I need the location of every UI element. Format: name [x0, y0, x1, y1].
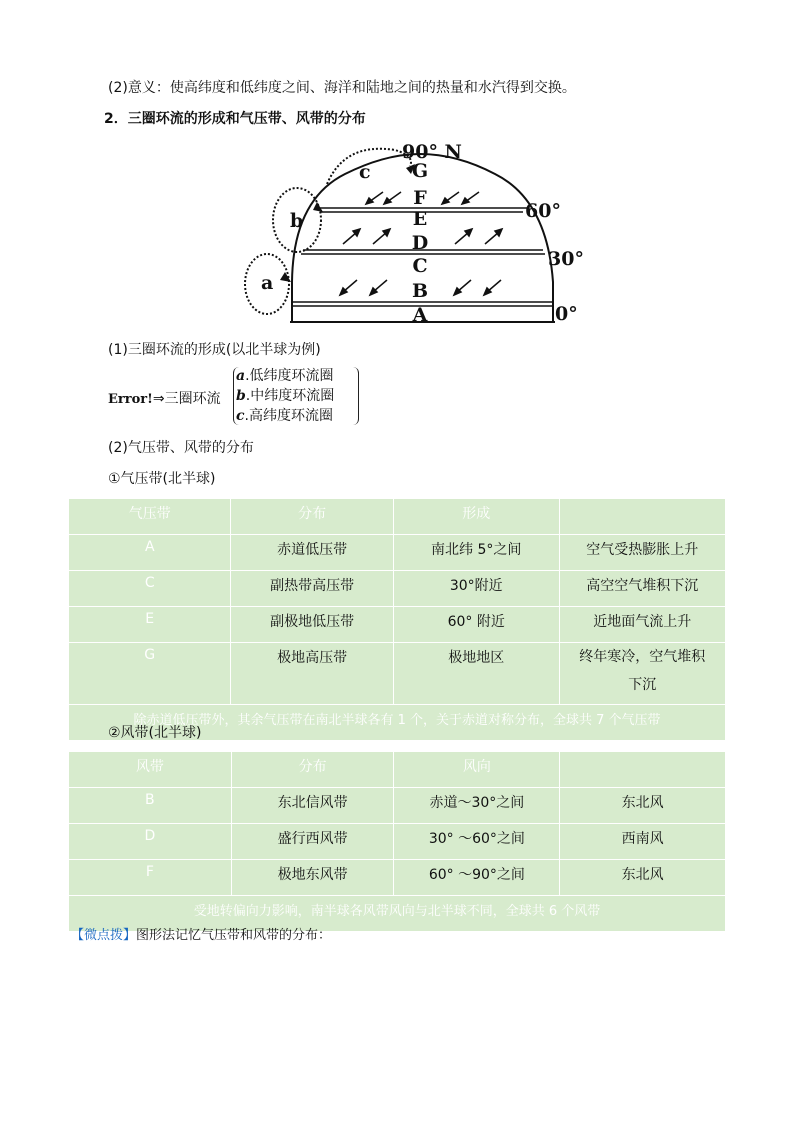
arrow-text: ⇒三圈环流 [152, 391, 221, 407]
formation-title: (1)三圈环流的形成(以北半球为例) [108, 342, 321, 358]
table-cell: 终年寒冷，空气堆积下沉 [559, 643, 725, 705]
table-cell: 60° 附近 [393, 607, 559, 643]
band-label-c: C [412, 255, 428, 277]
table-cell: 副极地低压带 [231, 607, 393, 643]
error-text: Error! [108, 392, 153, 407]
pressure-belt-table [68, 498, 726, 741]
table-cell: 东北信风带 [231, 788, 394, 824]
table-cell: 南北纬 5°之间 [393, 535, 559, 571]
row-key: A [69, 535, 231, 571]
circulation-text: .低纬度环流圈 [245, 368, 334, 384]
band-label-f: F [413, 187, 427, 209]
table-cell: 赤道低压带 [231, 535, 393, 571]
table-cell: 东北风 [560, 788, 726, 824]
formation-formula [108, 388, 221, 408]
band-label-e: E [412, 208, 428, 230]
table-cell: 极地高压带 [231, 643, 393, 705]
table-cell: 盛行西风带 [231, 824, 394, 860]
table-cell: 30°附近 [393, 571, 559, 607]
row-key: D [69, 824, 232, 860]
table-row [69, 824, 726, 860]
table-cell: 极地东风带 [231, 860, 394, 896]
distribution-title: (2)气压带、风带的分布 [108, 440, 254, 456]
circulation-item [236, 366, 334, 386]
header-cell: 气压带 [69, 499, 231, 535]
row-key: C [69, 571, 231, 607]
table-cell: 东北风 [560, 860, 726, 896]
row-key: B [69, 788, 232, 824]
wind-belt-table [68, 751, 726, 932]
circulation-diagram [235, 132, 595, 327]
tip-label: 【微点拨】 [71, 928, 137, 943]
table-row [69, 788, 726, 824]
header-cell: 形成 [393, 499, 559, 535]
circulation-text: .中纬度环流圈 [245, 388, 335, 404]
table-cell: 赤道～30°之间 [394, 788, 560, 824]
table-cell: 西南风 [560, 824, 726, 860]
tip-text: 图形法记忆气压带和风带的分布： [136, 928, 332, 943]
table-cell: 30° ～60°之间 [394, 824, 560, 860]
circulation-letter: a [236, 368, 246, 384]
table-cell: 极地地区 [393, 643, 559, 705]
circulation-letter: c [236, 408, 245, 424]
cell-label-c: c [359, 161, 371, 183]
pressure-title: ①气压带(北半球) [108, 471, 216, 487]
row-key: E [69, 607, 231, 643]
table-row [69, 571, 726, 607]
header-cell: 分布 [231, 752, 394, 788]
band-label-d: D [411, 232, 429, 254]
right-brace [352, 367, 359, 425]
header-cell: 分布 [231, 499, 393, 535]
header-cell: 风向 [394, 752, 560, 788]
table-row [69, 607, 726, 643]
band-label-b: B [411, 280, 429, 302]
circulation-list [236, 366, 334, 426]
header-cell [560, 752, 726, 788]
lat-label-90n: 90° N [402, 141, 462, 163]
header-cell: 风带 [69, 752, 232, 788]
wind-title: ②风带(北半球) [108, 725, 202, 741]
cell-label-a: a [261, 272, 274, 294]
band-label-a: A [412, 304, 428, 326]
header-cell [559, 499, 725, 535]
table-row [69, 535, 726, 571]
table-row [69, 860, 726, 896]
circulation-text: .高纬度环流圈 [244, 408, 333, 424]
band-label-g: G [411, 160, 429, 182]
table-row [69, 643, 726, 705]
footer-cell: 除赤道低压带外，其余气压带在南北半球各有 1 个，关于赤道对称分布，全球共 7 个气压带 [69, 705, 726, 741]
table-cell: 高空空气堆积下沉 [559, 571, 725, 607]
table-header-row [69, 499, 726, 535]
table-header-row [69, 752, 726, 788]
table-cell: 60° ～90°之间 [394, 860, 560, 896]
tip-line [71, 924, 331, 943]
row-key: F [69, 860, 232, 896]
meaning-line: (2)意义：使高纬度和低纬度之间、海洋和陆地之间的热量和水汽得到交换。 [108, 80, 576, 96]
lat-label-30: 30° [548, 248, 584, 270]
table-cell: 副热带高压带 [231, 571, 393, 607]
lat-label-0: 0° [555, 303, 578, 325]
circulation-letter: b [236, 388, 246, 404]
cell-label-b: b [290, 210, 304, 232]
row-key: G [69, 643, 231, 705]
lat-label-60: 60° [525, 200, 561, 222]
circulation-item [236, 386, 334, 406]
footer-cell: 受地转偏向力影响，南半球各风带风向与北半球不同，全球共 6 个风带 [69, 896, 726, 932]
section-heading: 2．三圈环流的形成和气压带、风带的分布 [104, 111, 366, 127]
table-cell: 近地面气流上升 [559, 607, 725, 643]
table-cell: 空气受热膨胀上升 [559, 535, 725, 571]
circulation-item [236, 406, 334, 426]
